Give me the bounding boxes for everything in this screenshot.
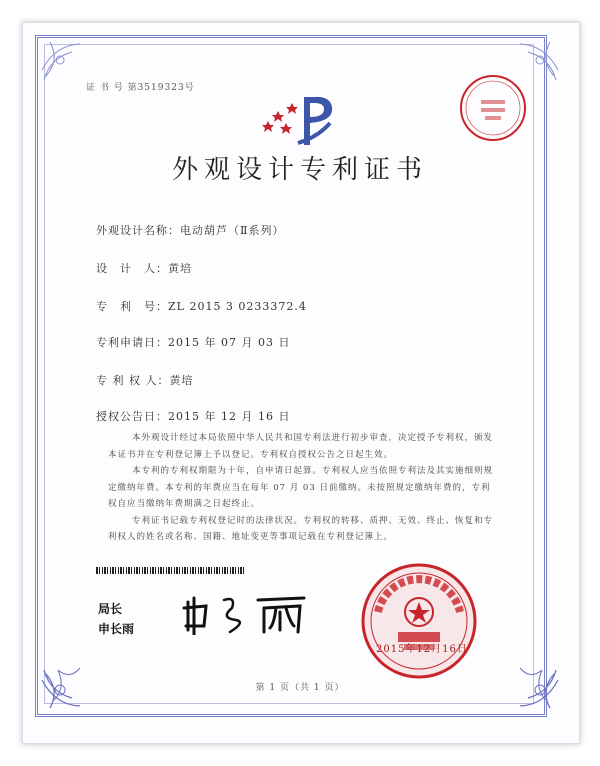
field-designer [96,260,192,276]
field-value: ZL 2015 3 0233372.4 [168,300,307,313]
field-label: 外观设计名称： [96,224,180,237]
field-design-name [96,222,284,238]
field-patent-number [96,298,307,314]
field-label: 专 利 号： [96,300,168,313]
body-paragraph: 本专利的专利权期限为十年，自申请日起算。专利权人应当依照专利法及其实施细则规定缴纳年费。本专利的年费应当在每年 07 月 03 日前缴纳。未按照规定缴纳年费的，专利权自应当缴纳年费期满之日起终止。 [108,466,494,509]
field-label: 授权公告日： [96,410,168,423]
field-patentee [96,372,194,388]
stamp-date: 2015年12月16日 [376,644,468,655]
field-label: 专利申请日： [96,336,168,349]
certificate-title: 外观设计专利证书 [171,155,428,185]
field-grant-date [96,408,290,424]
certificate-number: 证 书 号 第3519323号 [86,83,195,93]
field-value: 黄培 [169,374,194,387]
field-label: 设 计 人： [96,262,168,275]
body-paragraph: 本外观设计经过本局依照中华人民共和国专利法进行初步审查，决定授予专利权，颁发本证书并在专利登记簿上予以登记。专利权自授权公告之日起生效。 [108,433,494,460]
signatory-name: 申长雨 [98,622,135,636]
certificate-body [108,430,498,546]
field-value: 2015 年 12 月 16 日 [168,410,291,423]
signatory-title: 局长 [98,602,123,616]
field-value: 黄培 [168,262,192,275]
field-label: 专 利 权 人： [96,374,170,387]
field-value: 2015 年 07 月 03 日 [168,336,291,349]
barcode-icon [96,567,246,574]
patent-office-logo-icon [258,93,348,149]
field-application-date [96,334,290,350]
field-value: 电动葫芦（Ⅱ系列） [180,224,285,237]
body-paragraph: 专利证书记载专利权登记时的法律状况。专利权的转移、质押、无效、终止、恢复和专利权人的姓名或名称、国籍、地址变更等事项记载在专利登记簿上。 [108,515,494,542]
handwritten-signature-icon [180,590,320,635]
page-footer: 第 1 页（共 1 页） [255,683,345,693]
official-seal-icon [360,562,478,680]
official-seal-small-icon [457,72,529,144]
